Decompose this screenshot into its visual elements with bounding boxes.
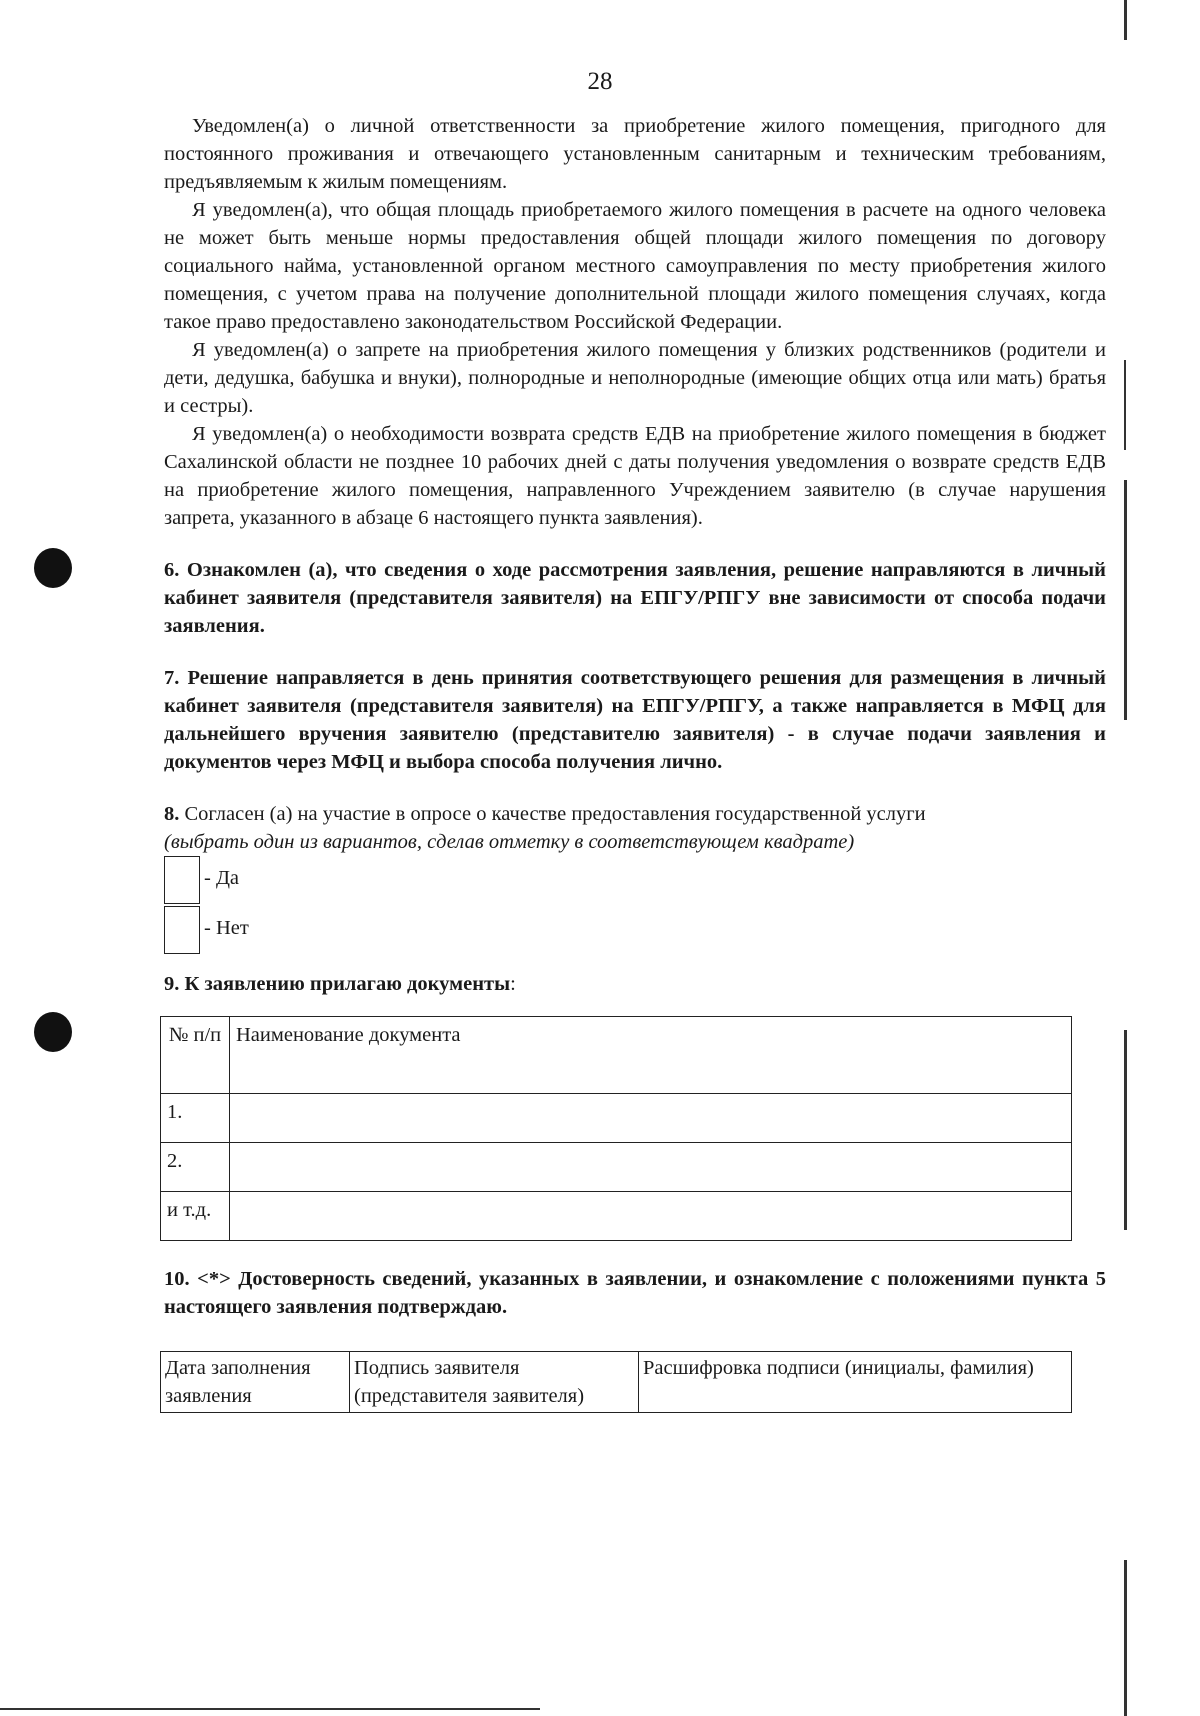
table-row bbox=[161, 1143, 1072, 1192]
scan-edge-shadow bbox=[1124, 1030, 1127, 1230]
document-name-cell[interactable] bbox=[230, 1192, 1072, 1241]
section-8 bbox=[164, 800, 1106, 828]
documents-table-header bbox=[161, 1017, 1072, 1094]
section-7: 7. Решение направляется в день принятия соответствующего решения для размещения в личный кабинет заявителя (представителя заявителя) на ЕПГУ/РПГУ, а также направляется в МФЦ для дальнейшего вручения заявителю (представителю заявителя) - в случае подачи заявления и документов через МФЦ и выбора способа получения лично. bbox=[164, 667, 1106, 773]
option-yes bbox=[164, 856, 1106, 906]
scan-edge-shadow bbox=[1124, 0, 1127, 40]
applicant-signature-cell[interactable]: Подпись заявителя (представителя заявителя) bbox=[350, 1352, 639, 1413]
document-name-cell[interactable] bbox=[230, 1094, 1072, 1143]
section-9-colon: : bbox=[510, 973, 516, 995]
option-no bbox=[164, 906, 1106, 956]
row-number: 1. bbox=[161, 1094, 230, 1143]
table-row bbox=[161, 1192, 1072, 1241]
document-name-cell[interactable] bbox=[230, 1143, 1072, 1192]
scan-edge-shadow bbox=[1124, 360, 1126, 450]
yes-label: - Да bbox=[204, 867, 240, 889]
paragraph-relatives-ban: Я уведомлен(а) о запрете на приобретения жилого помещения у близких родственников (родители и дети, дедушка, бабушка и внуки), полнородные и неполнородные (имеющие общих отца или мать) братья и сестры). bbox=[164, 339, 1106, 417]
section-8-text: Согласен (а) на участие в опросе о качестве предоставления государственной услуги bbox=[184, 803, 926, 825]
paragraph-responsibility: Уведомлен(а) о личной ответственности за приобретение жилого помещения, пригодного для постоянного проживания и отвечающего установленным санитарным и техническим требованиям, предъявляемым к жилым помещениям. bbox=[164, 115, 1106, 193]
no-checkbox[interactable] bbox=[164, 906, 200, 954]
scan-edge-shadow bbox=[1124, 1560, 1127, 1716]
punch-hole-mark bbox=[34, 1012, 72, 1052]
section-8-number: 8. bbox=[164, 803, 180, 825]
section-8-instruction: (выбрать один из вариантов, сделав отметку в соответствующем квадрате) bbox=[164, 831, 855, 853]
signature-row bbox=[161, 1352, 1072, 1413]
punch-hole-mark bbox=[34, 548, 72, 588]
section-9-title: 9. К заявлению прилагаю документы bbox=[164, 973, 511, 995]
paragraph-edv-return: Я уведомлен(а) о необходимости возврата средств ЕДВ на приобретение жилого помещения в бюджет Сахалинской области не позднее 10 рабочих дней с даты получения уведомления о возврате средств ЕДВ на приобретение жилого помещения, направленного Учреждением заявителю (в случае нарушения запрета, указанного в абзаце 6 настоящего пункта заявления). bbox=[164, 423, 1106, 529]
section-6: 6. Ознакомлен (а), что сведения о ходе рассмотрения заявления, решение направляются в личный кабинет заявителя (представителя заявителя) на ЕПГУ/РПГУ вне зависимости от способа подачи заявления. bbox=[164, 559, 1106, 637]
scan-edge-shadow bbox=[1124, 480, 1127, 720]
paragraph-area-norm: Я уведомлен(а), что общая площадь приобретаемого жилого помещения в расчете на одного человека не может быть меньше нормы предоставления общей площади жилого помещения по договору социального найма, установленной органом местного самоуправления по месту приобретения жилого помещения, с учетом права на получение дополнительной площади жилого помещения случаях, когда такое право предоставлено законодательством Российской Федерации. bbox=[164, 199, 1106, 333]
no-label: - Нет bbox=[204, 917, 249, 939]
section-10: 10. <*> Достоверность сведений, указанных в заявлении, и ознакомление с положениями пункта 5 настоящего заявления подтверждаю. bbox=[164, 1268, 1106, 1318]
scan-edge-shadow bbox=[0, 1708, 540, 1710]
section-9-heading bbox=[164, 970, 1106, 998]
documents-table bbox=[160, 1016, 1072, 1241]
signature-table bbox=[160, 1351, 1072, 1413]
table-row bbox=[161, 1094, 1072, 1143]
signature-decoding-cell[interactable]: Расшифровка подписи (инициалы, фамилия) bbox=[639, 1352, 1072, 1413]
page-number: 28 bbox=[587, 68, 613, 95]
header-number: № п/п bbox=[161, 1017, 230, 1094]
yes-checkbox[interactable] bbox=[164, 856, 200, 904]
fill-date-cell[interactable]: Дата заполнения заявления bbox=[161, 1352, 350, 1413]
row-number: 2. bbox=[161, 1143, 230, 1192]
document-body bbox=[164, 112, 1106, 1413]
row-number: и т.д. bbox=[161, 1192, 230, 1241]
header-document-name: Наименование документа bbox=[230, 1017, 1072, 1094]
